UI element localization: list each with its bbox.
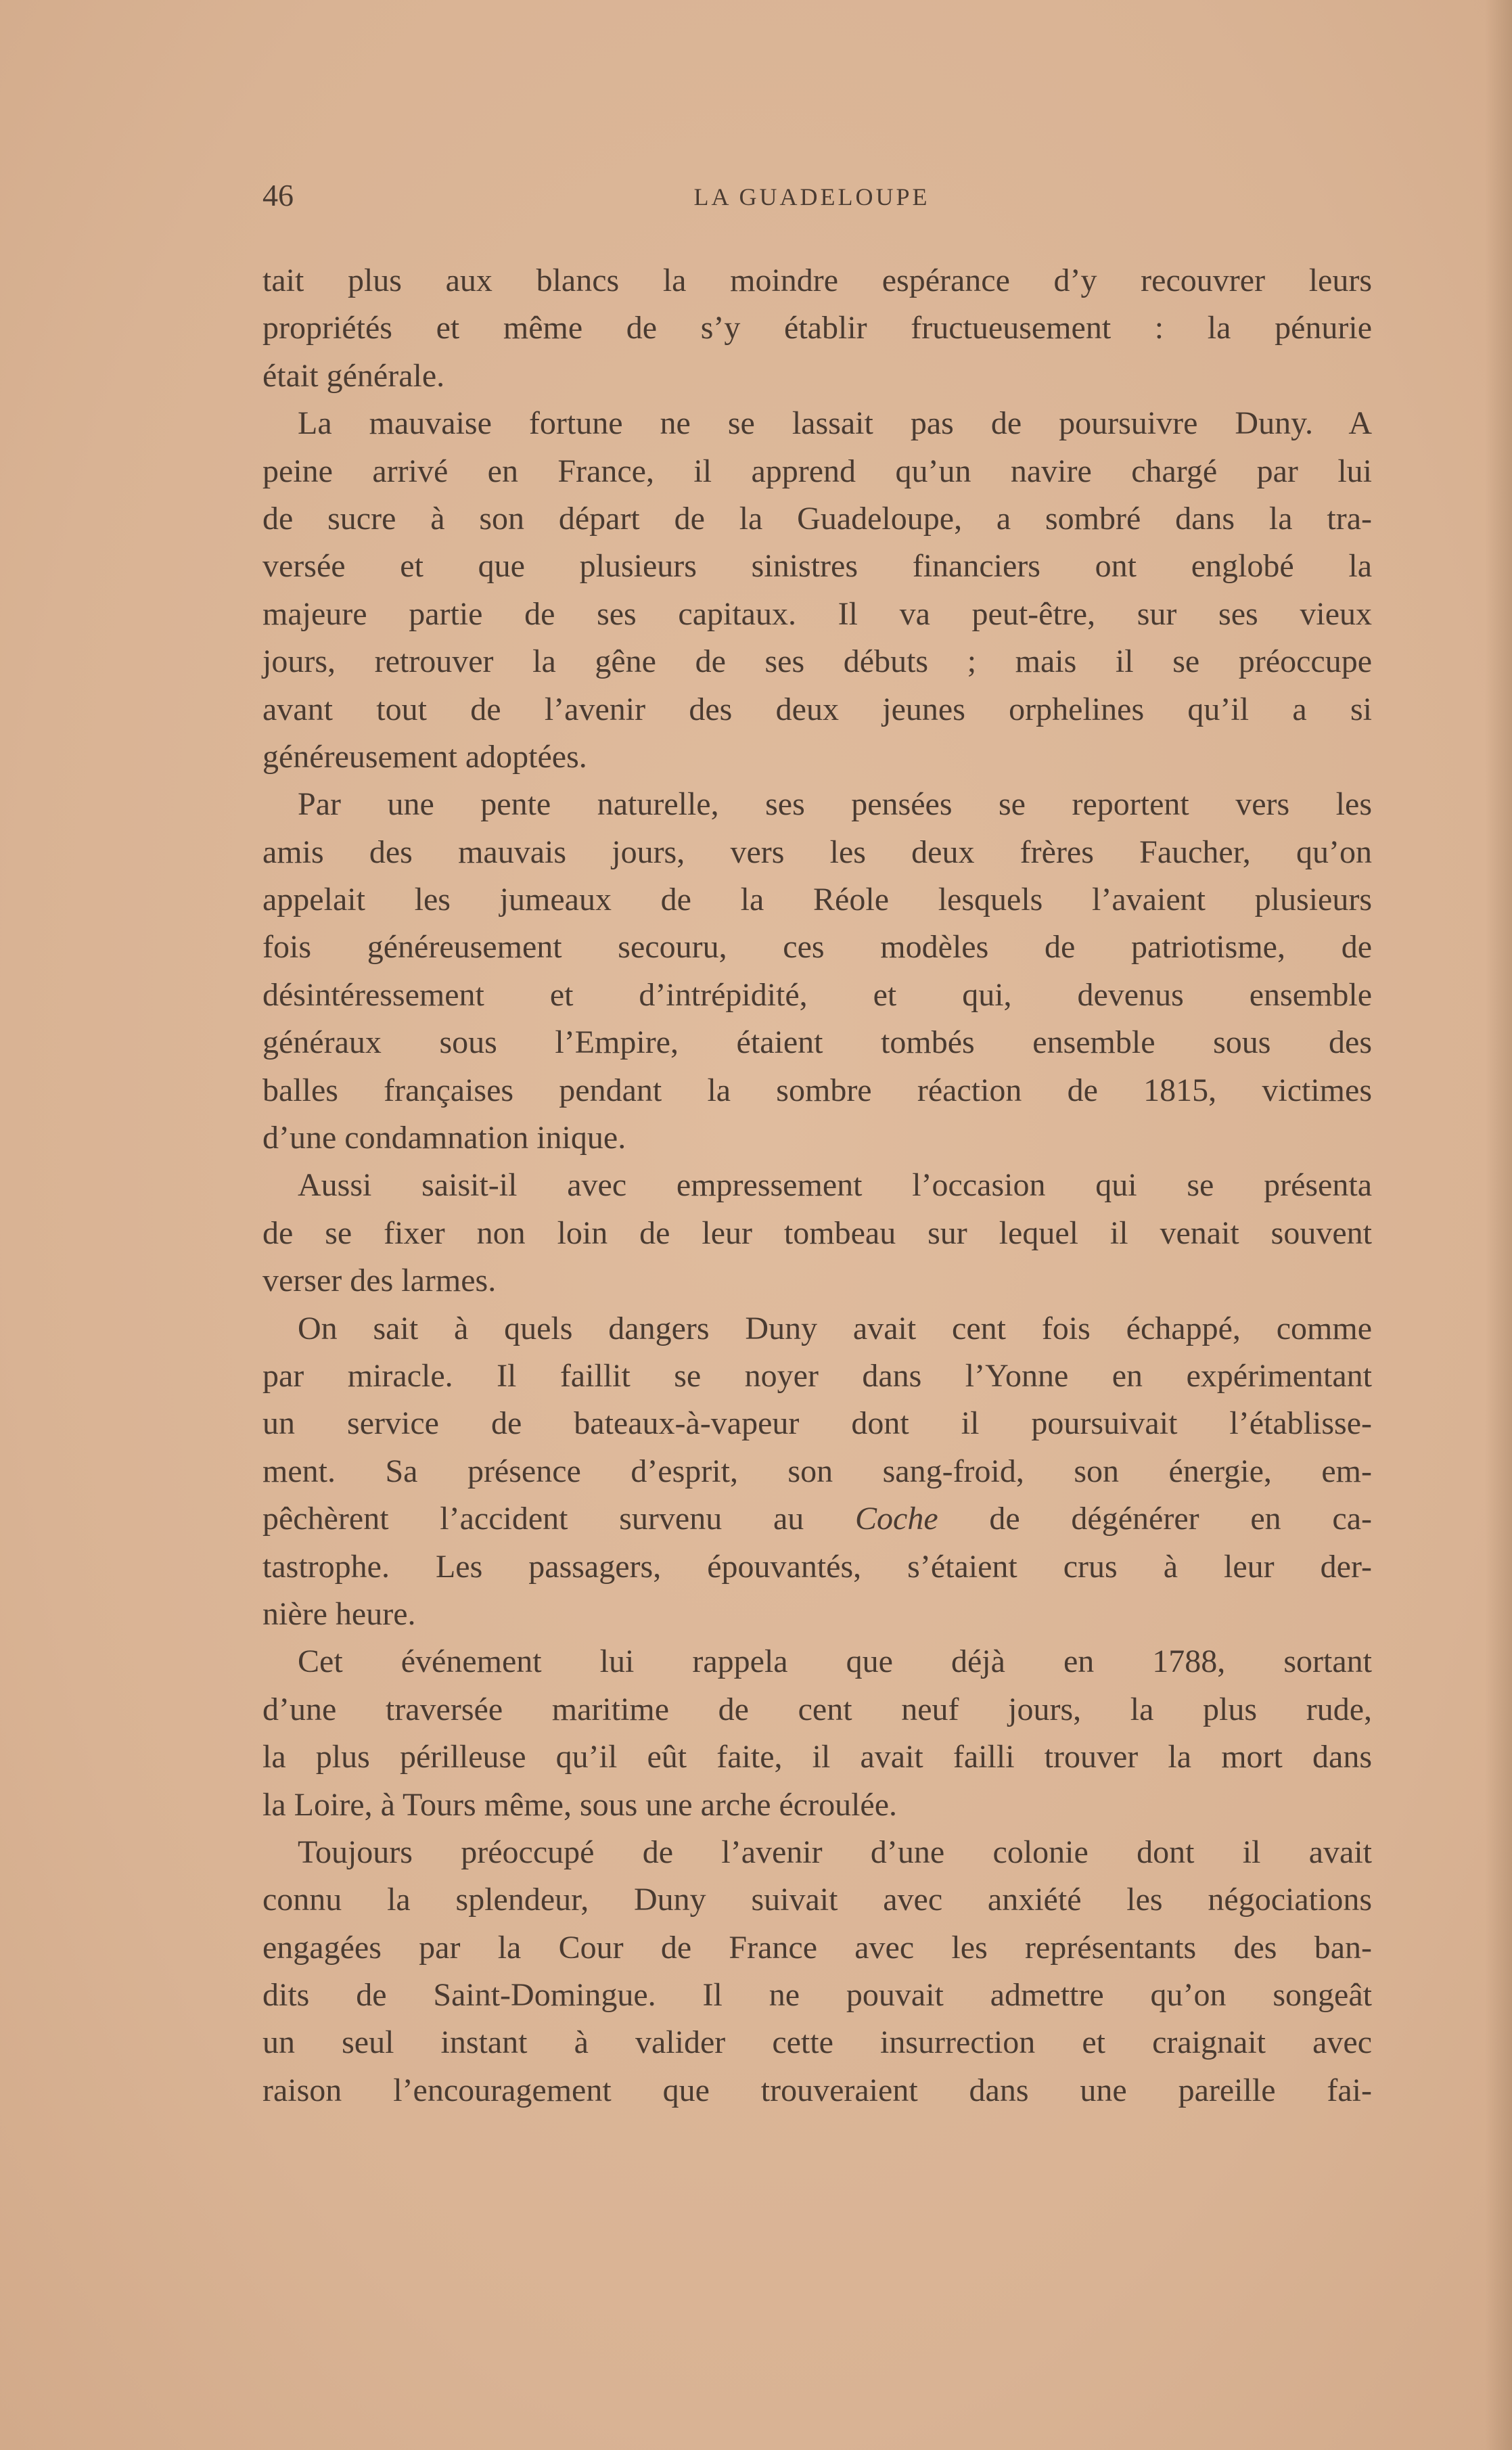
text-line: était générale.: [262, 357, 445, 394]
page-number: 46: [262, 178, 294, 212]
text-line: versée et que plusieurs sinistres financiers ont englobé la: [262, 548, 1372, 585]
text-line: d’une traversée maritime de cent neuf jours, la plus rude,: [262, 1691, 1372, 1727]
text-line: Cet événement lui rappela que déjà en 1788, sortant: [298, 1643, 1372, 1680]
text-line: d’une condamnation inique.: [262, 1120, 626, 1156]
text-line: tastrophe. Les passagers, épouvantés, s’étaient crus à leur der-: [262, 1548, 1372, 1585]
text-line: avant tout de l’avenir des deux jeunes orphelines qu’il a si: [262, 691, 1372, 727]
text-line: verser des larmes.: [262, 1263, 497, 1299]
text-line: de sucre à son départ de la Guadeloupe, a sombré dans la tra-: [262, 500, 1372, 537]
text-line: dits de Saint-Domingue. Il ne pouvait admettre qu’on songeât: [262, 1977, 1372, 2014]
body-text: [262, 257, 1372, 2114]
text-line: [262, 1495, 1372, 1543]
text-line: Toujours préoccupé de l’avenir d’une colonie dont il avait: [298, 1834, 1372, 1870]
text-line: balles françaises pendant la sombre réaction de 1815, victimes: [262, 1072, 1372, 1108]
text-line: raison l’encouragement que trouveraient dans une pareille fai-: [262, 2072, 1372, 2108]
page-edge-shadow: [1485, 0, 1512, 2450]
text-line: Par une pente naturelle, ses pensées se reportent vers les: [298, 786, 1372, 823]
text-line: de se fixer non loin de leur tombeau sur lequel il venait souvent: [262, 1215, 1372, 1251]
text-line: la plus périlleuse qu’il eût faite, il avait failli trouver la mort dans: [262, 1739, 1372, 1775]
italic-word: Coche: [855, 1501, 938, 1537]
text-line: engagées par la Cour de France avec les représentants des ban-: [262, 1929, 1372, 1966]
text-line: On sait à quels dangers Duny avait cent fois échappé, comme: [298, 1310, 1372, 1346]
text-line: amis des mauvais jours, vers les deux frères Faucher, qu’on: [262, 834, 1372, 870]
text-segment: pêchèrent l’accident survenu au: [262, 1501, 855, 1537]
text-line: la Loire, à Tours même, sous une arche écroulée.: [262, 1786, 898, 1823]
text-line: par miracle. Il faillit se noyer dans l’Yonne en expérimentant: [262, 1357, 1372, 1394]
text-line: généreusement adoptées.: [262, 738, 587, 775]
text-line: ment. Sa présence d’esprit, son sang-froid, son énergie, em-: [262, 1453, 1372, 1489]
text-line: connu la splendeur, Duny suivait avec anxiété les négociations: [262, 1882, 1372, 1918]
text-line: jours, retrouver la gêne de ses débuts ; mais il se préoccupe: [262, 643, 1372, 680]
text-line: Aussi saisit-il avec empressement l’occasion qui se présenta: [298, 1167, 1372, 1204]
text-line: peine arrivé en France, il apprend qu’un navire chargé par lui: [262, 453, 1372, 489]
text-line: désintéressement et d’intrépidité, et qui, devenus ensemble: [262, 976, 1372, 1013]
text-line: généraux sous l’Empire, étaient tombés ensemble sous des: [262, 1024, 1372, 1061]
text-line: fois généreusement secouru, ces modèles de patriotisme, de: [262, 929, 1372, 966]
text-segment: de dégénérer en ca-: [938, 1501, 1372, 1537]
text-line: nière heure.: [262, 1595, 416, 1632]
text-line: propriétés et même de s’y établir fructueusement : la pénurie: [262, 310, 1372, 346]
text-line: majeure partie de ses capitaux. Il va peut-être, sur ses vieux: [262, 595, 1372, 632]
text-line: un service de bateaux-à-vapeur dont il poursuivait l’établisse-: [262, 1405, 1372, 1442]
text-line: un seul instant à valider cette insurrection et craignait avec: [262, 2024, 1372, 2061]
text-line: tait plus aux blancs la moindre espérance d’y recouvrer leurs: [262, 263, 1372, 298]
text-line: appelait les jumeaux de la Réole lesquels l’avaient plusieurs: [262, 882, 1372, 918]
running-title: LA GUADELOUPE: [693, 183, 930, 210]
text-line: La mauvaise fortune ne se lassait pas de poursuivre Duny. A: [298, 405, 1372, 442]
